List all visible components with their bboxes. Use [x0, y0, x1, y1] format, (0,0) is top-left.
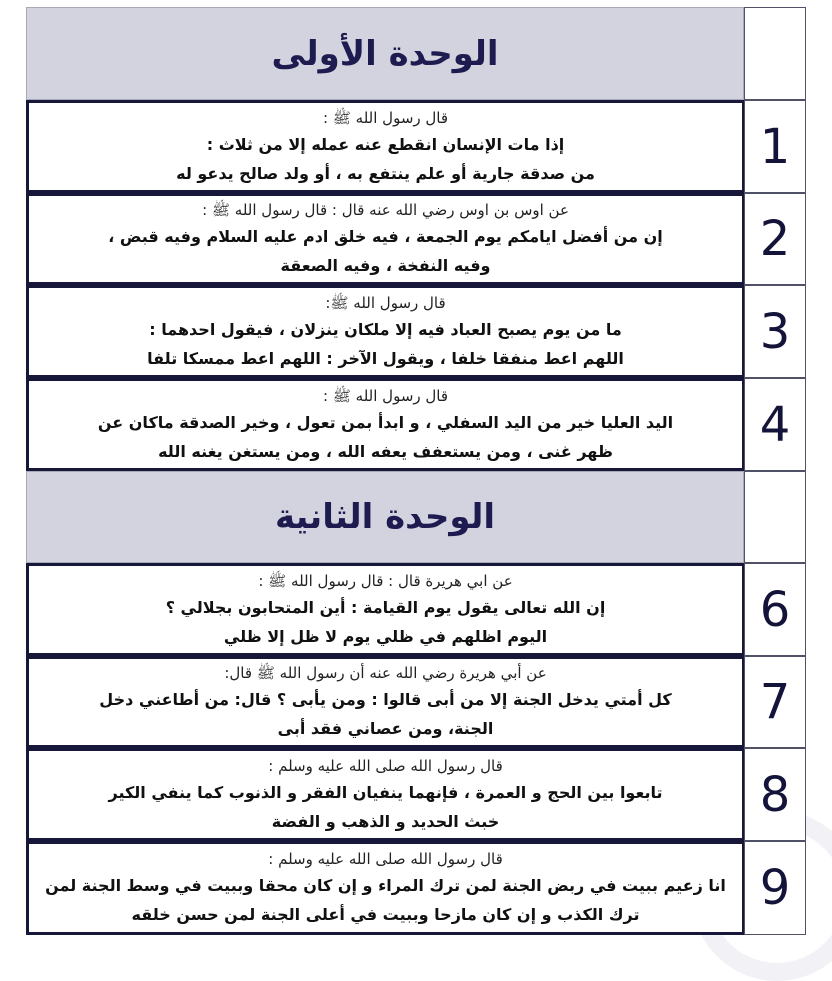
- hadith-row: [26, 193, 806, 285]
- hadith-line: ما من يوم يصبح العباد فيه إلا ملكان ينزلان ، فيقول احدهما :: [149, 319, 622, 339]
- hadith-number: 1: [744, 100, 806, 193]
- hadith-line: وفيه النفخة ، وفيه الصعقة: [280, 256, 491, 275]
- hadith-text-cell: [26, 656, 745, 748]
- hadith-number: 4: [744, 378, 806, 471]
- hadith-intro: عن ابي هريرة قال : قال رسول الله ﷺ :: [258, 571, 513, 590]
- hadith-number: 9: [744, 841, 806, 935]
- hadith-intro: قال رسول الله صلى الله عليه وسلم :: [268, 756, 503, 775]
- hadith-number: 3: [744, 285, 806, 378]
- hadith-line: إن من أفضل ايامكم يوم الجمعة ، فيه خلق ادم عليه السلام وفيه قبض ،: [108, 227, 663, 246]
- hadith-line: اليوم اظلهم في ظلي يوم لا ظل إلا ظلي: [223, 626, 548, 646]
- hadith-line: ظهر غنى ، ومن يستعفف يعفه الله ، ومن يستغن يغنه الله: [158, 441, 613, 461]
- hadith-text-cell: [26, 100, 745, 193]
- hadith-line: خبث الحديد و الذهب و الفضة: [271, 811, 500, 831]
- hadith-line: تابعوا بين الحج و العمرة ، فإنهما ينفيان الفقر و الذنوب كما ينفي الكير: [108, 782, 663, 802]
- unit-title: الوحدة الثانية: [26, 471, 744, 563]
- hadith-number: 8: [744, 748, 806, 841]
- hadith-text-cell: [26, 378, 745, 471]
- hadith-number: 7: [744, 656, 806, 748]
- hadith-intro: قال رسول الله ﷺ:: [325, 293, 446, 312]
- hadith-row: [26, 563, 806, 656]
- hadith-row: [26, 378, 806, 471]
- hadith-text-cell: [26, 193, 745, 285]
- hadith-text-cell: [26, 563, 745, 656]
- hadith-intro: عن اوس بن اوس رضي الله عنه قال : قال رسول الله ﷺ :: [202, 201, 569, 219]
- hadith-text-cell: [26, 748, 745, 841]
- unit-header-row: [26, 7, 806, 100]
- hadith-line: إن الله تعالى يقول يوم القيامة : أين المتحابون بجلالي ؟: [165, 597, 606, 617]
- hadith-line: إذا مات الإنسان انقطع عنه عمله إلا من ثلاث :: [206, 134, 565, 154]
- hadith-line: من صدقة جارية أو علم ينتفع به ، أو ولد صالح يدعو له: [176, 163, 595, 183]
- hadith-line: انا زعيم ببيت في ربض الجنة لمن ترك المراء و إن كان محقا وببيت في وسط الجنة لمن: [45, 876, 726, 895]
- hadith-line: الجنة، ومن عصاني فقد أبى: [277, 719, 494, 738]
- unit-number-cell: [744, 471, 806, 563]
- hadith-line: ترك الكذب و إن كان مازحا وببيت في أعلى الجنة لمن حسن خلقه: [131, 905, 640, 924]
- hadith-row: [26, 100, 806, 193]
- hadith-line: اليد العليا خير من اليد السفلي ، و ابدأ بمن تعول ، وخير الصدقة ماكان عن: [97, 412, 674, 432]
- hadith-line: كل أمتي يدخل الجنة إلا من أبى قالوا : ومن يأبى ؟ قال: من أطاعني دخل: [99, 690, 672, 709]
- hadith-number: 6: [744, 563, 806, 656]
- hadith-intro: قال رسول الله ﷺ :: [322, 386, 449, 405]
- unit-number-cell: [744, 7, 806, 100]
- hadith-number: 2: [744, 193, 806, 285]
- hadith-line: اللهم اعط منفقا خلفا ، ويقول الآخر : اللهم اعط ممسكا تلفا: [147, 348, 624, 368]
- hadith-intro: قال رسول الله صلى الله عليه وسلم :: [268, 850, 503, 868]
- hadith-intro: عن أبي هريرة رضي الله عنه أن رسول الله ﷺ قال:: [224, 664, 547, 682]
- hadith-row: [26, 656, 806, 748]
- hadith-text-cell: [26, 841, 745, 935]
- hadith-intro: قال رسول الله ﷺ :: [322, 108, 449, 127]
- hadith-text-cell: [26, 285, 745, 378]
- hadith-row: [26, 285, 806, 378]
- hadith-row: [26, 841, 806, 935]
- unit-title: الوحدة الأولى: [26, 7, 744, 100]
- hadith-row: [26, 748, 806, 841]
- unit-header-row: [26, 471, 806, 563]
